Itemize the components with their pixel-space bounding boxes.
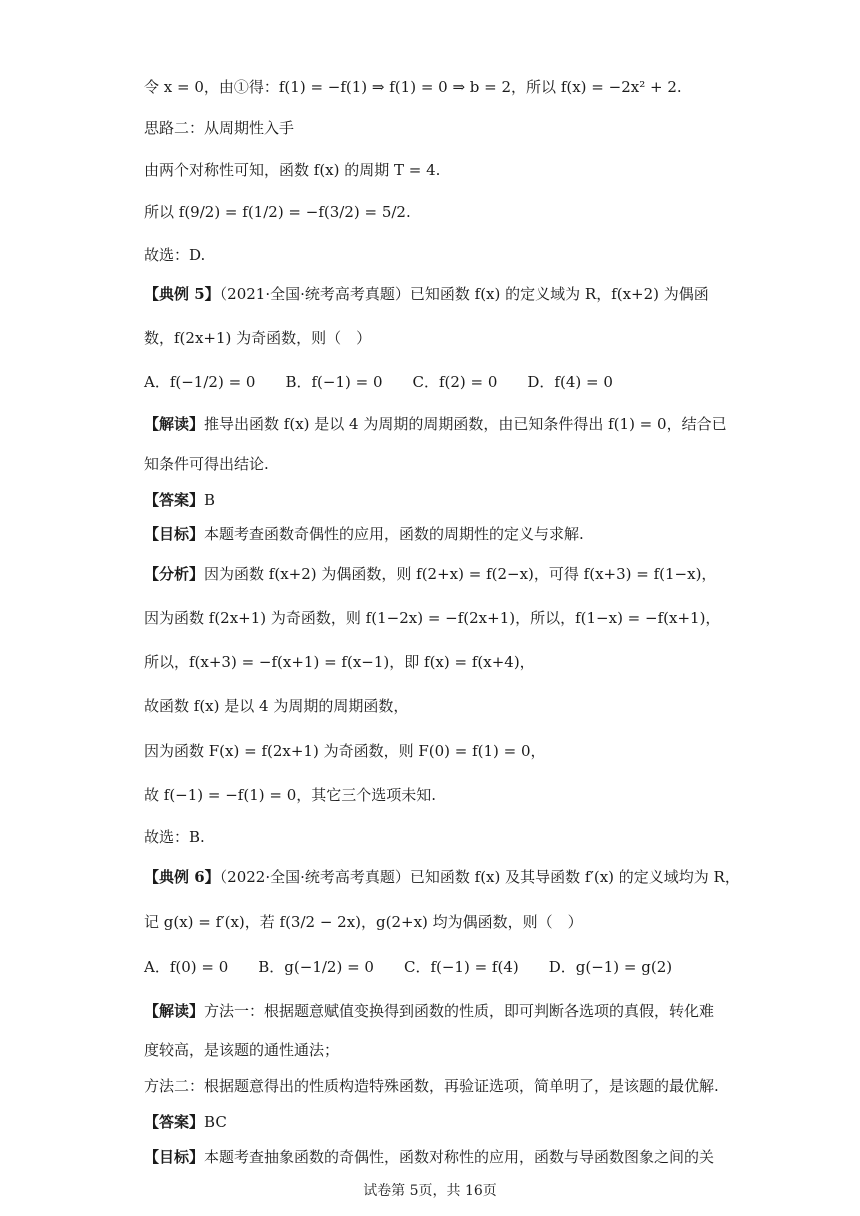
section-label: 【分析】: [144, 565, 205, 583]
text-line: 因为函数 f(2x+1) 为奇函数，则 f(1−2x) = −f(2x+1)，所以，f(1−x) = −f(x+1)，: [144, 609, 721, 627]
text-line: 故函数 f(x) 是以 4 为周期的周期函数，: [144, 697, 409, 715]
section-label: 【目标】: [144, 525, 205, 543]
text-line: 【答案】BC: [144, 1113, 227, 1131]
text-line: 方法二：根据题意得出的性质构造特殊函数，再验证选项，简单明了，是该题的最优解.: [144, 1077, 719, 1095]
section-label: 【目标】: [144, 1148, 205, 1166]
text-line: 知条件可得出结论.: [144, 455, 269, 473]
section-label: 【解读】: [144, 1002, 205, 1020]
text-line: A．f(0) = 0 B．g(−1/2) = 0 C．f(−1) = f(4) D．g(−1) = g(2): [144, 958, 673, 976]
section-label: 【答案】: [144, 1113, 205, 1131]
text-line: 【分析】因为函数 f(x+2) 为偶函数，则 f(2+x) = f(2−x)，可得 f(x+3) = f(1−x)，: [144, 565, 717, 583]
text-line: 故选：B.: [144, 828, 205, 846]
text-line: 【目标】本题考查抽象函数的奇偶性，函数对称性的应用，函数与导函数图象之间的关: [144, 1148, 715, 1166]
text-line: A．f(−1/2) = 0 B．f(−1) = 0 C．f(2) = 0 D．f(4) = 0: [144, 373, 613, 391]
text-line: 所以 f(9/2) = f(1/2) = −f(3/2) = 5/2.: [144, 203, 411, 221]
text-line: 思路二：从周期性入手: [144, 119, 295, 137]
text-line: 数，f(2x+1) 为奇函数，则（ ）: [144, 329, 372, 347]
text-line: 令 x = 0，由①得：f(1) = −f(1) ⇒ f(1) = 0 ⇒ b = 2，所以 f(x) = −2x² + 2.: [144, 78, 682, 96]
text-line: 故 f(−1) = −f(1) = 0，其它三个选项未知.: [144, 786, 437, 804]
text-line: 【目标】本题考查函数奇偶性的应用，函数的周期性的定义与求解.: [144, 525, 584, 543]
text-line: 【典例 6】（2022·全国·统考高考真题）已知函数 f(x) 及其导函数 f′(x) 的定义域均为 R，: [144, 868, 740, 886]
text-line: 因为函数 F(x) = f(2x+1) 为奇函数，则 F(0) = f(1) = 0，: [144, 742, 546, 760]
text-line: 【典例 5】（2021·全国·统考高考真题）已知函数 f(x) 的定义域为 R，f(x+2) 为偶函: [144, 285, 709, 303]
section-label: 【答案】: [144, 491, 205, 509]
text-line: 【解读】方法一：根据题意赋值变换得到函数的性质，即可判断各选项的真假，转化难: [144, 1002, 715, 1020]
text-line: 【答案】B: [144, 491, 216, 509]
text-line: 故选：D.: [144, 246, 206, 264]
text-line: 度较高，是该题的通性通法；: [144, 1041, 340, 1059]
section-label: 【典例 6】: [144, 868, 220, 886]
section-label: 【典例 5】: [144, 285, 220, 303]
text-line: 所以，f(x+3) = −f(x+1) = f(x−1)，即 f(x) = f(x+4)，: [144, 653, 535, 671]
text-line: 【解读】推导出函数 f(x) 是以 4 为周期的周期函数，由已知条件得出 f(1) = 0，结合已: [144, 415, 727, 433]
page-footer: 试卷第 5页，共 16页: [363, 1183, 497, 1199]
section-label: 【解读】: [144, 415, 205, 433]
text-line: 由两个对称性可知，函数 f(x) 的周期 T = 4.: [144, 161, 441, 179]
text-line: 记 g(x) = f′(x)，若 f(3/2 − 2x)，g(2+x) 均为偶函数，则（ ）: [144, 913, 583, 931]
